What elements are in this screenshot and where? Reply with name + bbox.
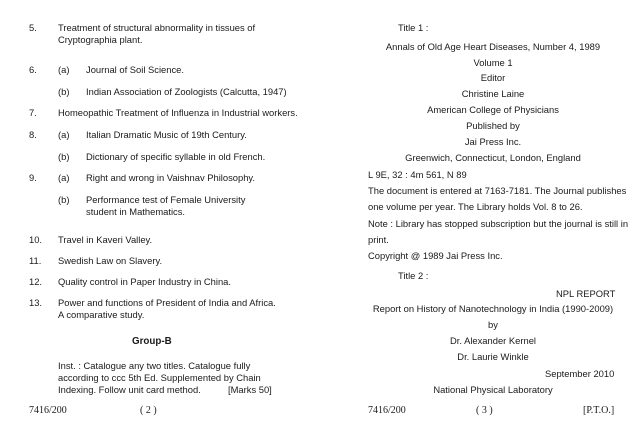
editor-label: Editor xyxy=(480,72,506,83)
question-number: 7. xyxy=(29,107,37,118)
author-name: Dr. Laurie Winkle xyxy=(457,351,529,362)
question-text: Homeopathic Treatment of Influenza in Industrial workers. xyxy=(58,107,298,118)
question-part-text: Performance test of Female University student in Mathematics. xyxy=(86,194,246,217)
group-heading: Group-B xyxy=(132,336,172,347)
report-date: September 2010 xyxy=(545,368,615,379)
report-label: NPL REPORT xyxy=(556,288,616,299)
collation-line: L 9E, 32 : 4m 561, N 89 xyxy=(368,169,467,180)
title2-label: Title 2 : xyxy=(398,270,429,281)
question-number: 10. xyxy=(29,234,43,245)
question-part-text: Journal of Soil Science. xyxy=(86,64,184,75)
question-number: 6. xyxy=(29,64,37,75)
footer-code: 7416/200 xyxy=(368,405,406,416)
question-part-label: (a) xyxy=(58,172,70,183)
question-part-label: (b) xyxy=(58,194,70,205)
copyright-line: Copyright @ 1989 Jai Press Inc. xyxy=(368,250,503,261)
page-number: ( 3 ) xyxy=(476,405,493,416)
page-number: ( 2 ) xyxy=(140,405,157,416)
question-part-text: Dictionary of specific syllable in old French. xyxy=(86,151,266,162)
note-line: The document is entered at 7163-7181. The Journal publishes xyxy=(368,185,627,196)
question-part-label: (b) xyxy=(58,151,70,162)
question-number: 12. xyxy=(29,276,43,287)
question-number: 13. xyxy=(29,297,43,308)
pto-label: [P.T.O.] xyxy=(583,405,615,416)
question-number: 11. xyxy=(29,255,42,266)
note-line: print. xyxy=(368,234,389,245)
question-number: 8. xyxy=(29,129,37,140)
note-line: one volume per year. The Library holds Vol. 8 to 26. xyxy=(368,201,583,212)
question-part-text: Indian Association of Zoologists (Calcutta, 1947) xyxy=(86,86,287,97)
publisher-place: Greenwich, Connecticut, London, England xyxy=(405,152,581,163)
note-line: Note : Library has stopped subscription but the journal is still in xyxy=(368,218,629,229)
question-part-label: (b) xyxy=(58,86,70,97)
question-text: Swedish Law on Slavery. xyxy=(58,255,163,266)
author-name: Dr. Alexander Kernel xyxy=(450,335,536,346)
question-text: Treatment of structural abnormality in tissues of Cryptographia plant. xyxy=(58,22,256,45)
instruction-text: Inst. : Catalogue any two titles. Catalogue fully according to ccc 5th Ed. Supplemented by Chain Indexing. Follow unit card method. xyxy=(58,360,261,395)
question-text: Quality control in Paper Industry in China. xyxy=(58,276,232,287)
report-title: Report on History of Nanotechnology in India (1990-2009) xyxy=(372,303,614,314)
question-number: 9. xyxy=(29,172,37,183)
question-part-label: (a) xyxy=(58,129,70,140)
volume-line: Volume 1 xyxy=(473,57,513,68)
title1-label: Title 1 : xyxy=(398,22,429,33)
footer-code: 7416/200 xyxy=(29,405,67,416)
marks-label: [Marks 50] xyxy=(228,384,272,395)
question-text: Travel in Kaveri Valley. xyxy=(58,234,153,245)
question-text: Power and functions of President of India and Africa. A comparative study. xyxy=(58,297,276,320)
published-by-label: Published by xyxy=(466,120,520,131)
report-publisher: National Physical Laboratory xyxy=(433,384,553,395)
editor-name: Christine Laine xyxy=(461,88,525,99)
editor-affiliation: American College of Physicians xyxy=(427,104,559,115)
question-number: 5. xyxy=(29,22,37,33)
publisher-name: Jai Press Inc. xyxy=(464,136,522,147)
journal-title: Annals of Old Age Heart Diseases, Number 4, 1989 xyxy=(385,41,601,52)
question-part-text: Right and wrong in Vaishnav Philosophy. xyxy=(86,172,256,183)
question-part-text: Italian Dramatic Music of 19th Century. xyxy=(86,129,247,140)
question-part-label: (a) xyxy=(58,64,70,75)
by-label: by xyxy=(488,319,498,330)
